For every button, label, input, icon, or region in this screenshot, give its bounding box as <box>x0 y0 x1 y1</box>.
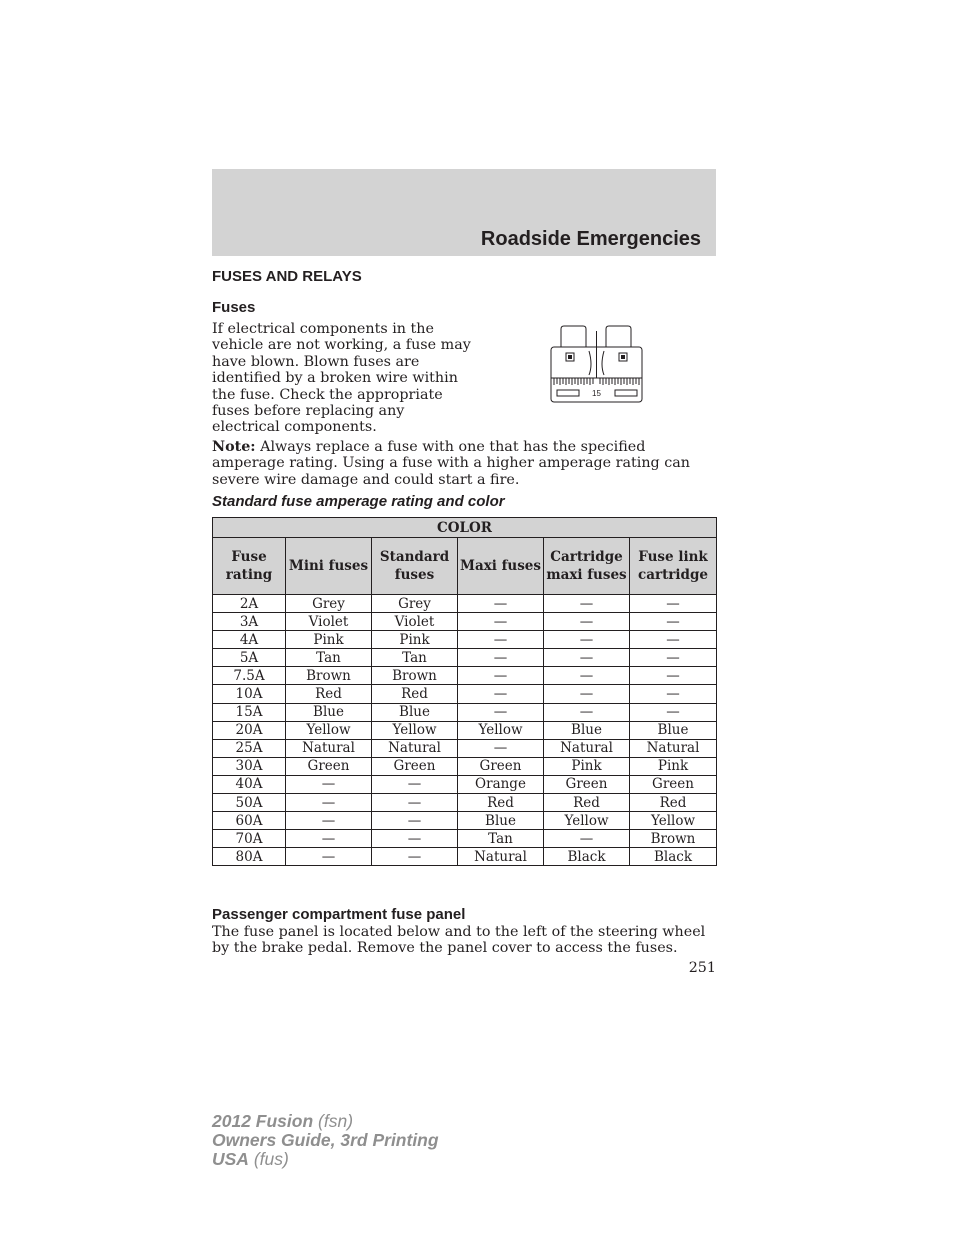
footer-region: USA <box>212 1149 249 1169</box>
table-cell: — <box>458 685 544 703</box>
chapter-title: Roadside Emergencies <box>480 228 701 250</box>
footer-region-line <box>212 1150 439 1169</box>
table-cell: — <box>286 848 372 866</box>
table-row <box>213 721 717 739</box>
table-cell: — <box>544 830 630 848</box>
table-cell: Grey <box>286 595 372 613</box>
column-header: Fuse rating <box>213 538 286 595</box>
table-cell: 4A <box>213 631 286 649</box>
footer-guide: Owners Guide, 3rd Printing <box>212 1130 439 1150</box>
table-cell: Green <box>630 775 717 793</box>
table-cell: Black <box>630 848 717 866</box>
table-cell: Red <box>630 794 717 812</box>
column-header: Cartridge maxi fuses <box>544 538 630 595</box>
table-cell: — <box>286 830 372 848</box>
footer-model: 2012 Fusion <box>212 1111 314 1131</box>
table-cell: Green <box>372 757 458 775</box>
section-title: FUSES AND RELAYS <box>212 268 362 285</box>
table-cell: — <box>372 812 458 830</box>
table-cell: Pink <box>630 757 717 775</box>
table-cell: Pink <box>286 631 372 649</box>
table-cell: Green <box>544 775 630 793</box>
table-cell: Blue <box>372 703 458 721</box>
fuse-color-table <box>212 517 717 866</box>
table-row <box>213 667 717 685</box>
table-cell: Red <box>544 794 630 812</box>
passenger-panel-text: The fuse panel is located below and to the left of the steering wheel by the brake pedal. Remove the panel cover to access the fuses. <box>212 924 706 957</box>
table-row <box>213 739 717 757</box>
table-cell: Blue <box>286 703 372 721</box>
table-row <box>213 775 717 793</box>
table-cell: 7.5A <box>213 667 286 685</box>
table-cell: 15A <box>213 703 286 721</box>
table-cell: Tan <box>286 649 372 667</box>
table-row <box>213 649 717 667</box>
table-row <box>213 595 717 613</box>
table-cell: — <box>630 667 717 685</box>
table-cell: Yellow <box>630 812 717 830</box>
table-cell: — <box>630 613 717 631</box>
table-cell: — <box>286 794 372 812</box>
table-cell: — <box>630 703 717 721</box>
passenger-panel-title: Passenger compartment fuse panel <box>212 906 466 923</box>
table-cell: Blue <box>458 812 544 830</box>
table-row <box>213 830 717 848</box>
footer <box>212 1112 439 1169</box>
table-row <box>213 794 717 812</box>
table-cell: — <box>544 631 630 649</box>
table-cell: 3A <box>213 613 286 631</box>
table-cell: Orange <box>458 775 544 793</box>
color-group-header: COLOR <box>213 518 717 538</box>
table-row <box>213 685 717 703</box>
footer-region-code: (fus) <box>248 1149 289 1169</box>
footer-model-code: (fsn) <box>313 1111 354 1131</box>
table-cell: Tan <box>458 830 544 848</box>
table-cell: Pink <box>372 631 458 649</box>
table-cell: Green <box>286 757 372 775</box>
table-cell: — <box>286 812 372 830</box>
table-cell: 5A <box>213 649 286 667</box>
table-cell: — <box>458 649 544 667</box>
table-row <box>213 631 717 649</box>
table-cell: 20A <box>213 721 286 739</box>
table-cell: Red <box>372 685 458 703</box>
table-cell: Tan <box>372 649 458 667</box>
table-caption: Standard fuse amperage rating and color <box>212 493 505 510</box>
fuse-figure-label: 15 <box>592 389 601 398</box>
footer-model-line <box>212 1112 439 1131</box>
table-cell: Brown <box>630 830 717 848</box>
table-cell: Pink <box>544 757 630 775</box>
table-cell: — <box>630 631 717 649</box>
fuse-illustration <box>549 325 645 405</box>
table-cell: 80A <box>213 848 286 866</box>
table-cell: Brown <box>286 667 372 685</box>
table-cell: 2A <box>213 595 286 613</box>
table-row <box>213 613 717 631</box>
table-cell: 30A <box>213 757 286 775</box>
note-paragraph <box>212 439 716 488</box>
table-cell: — <box>458 613 544 631</box>
table-cell: — <box>630 595 717 613</box>
table-cell: — <box>458 667 544 685</box>
intro-paragraph: If electrical components in the vehicle are not working, a fuse may have blown. Blown fuses are identified by a broken wire within the fuse. Check the appropriate fuses before replacing any electrical components. <box>212 321 471 436</box>
table-cell: Blue <box>544 721 630 739</box>
table-cell: Red <box>286 685 372 703</box>
fuses-subtitle: Fuses <box>212 299 256 316</box>
page-number: 251 <box>688 960 716 976</box>
table-cell: Yellow <box>544 812 630 830</box>
table-cell: 50A <box>213 794 286 812</box>
column-header: Standard fuses <box>372 538 458 595</box>
table-cell: Violet <box>372 613 458 631</box>
footer-guide-line <box>212 1131 439 1150</box>
table-cell: — <box>544 667 630 685</box>
table-cell: — <box>630 685 717 703</box>
header-bar <box>212 169 716 256</box>
table-cell: 40A <box>213 775 286 793</box>
table-cell: — <box>458 703 544 721</box>
table-cell: — <box>458 631 544 649</box>
table-cell: Yellow <box>286 721 372 739</box>
table-cell: 60A <box>213 812 286 830</box>
table-cell: — <box>630 649 717 667</box>
table-cell: — <box>544 595 630 613</box>
table-cell: — <box>372 830 458 848</box>
table-row <box>213 812 717 830</box>
table-cell: 70A <box>213 830 286 848</box>
table-cell: Blue <box>630 721 717 739</box>
column-header: Fuse link cartridge <box>630 538 717 595</box>
column-header: Mini fuses <box>286 538 372 595</box>
table-cell: Black <box>544 848 630 866</box>
table-cell: — <box>544 703 630 721</box>
table-cell: 10A <box>213 685 286 703</box>
table-cell: Red <box>458 794 544 812</box>
table-cell: — <box>544 613 630 631</box>
column-header: Maxi fuses <box>458 538 544 595</box>
table-cell: 25A <box>213 739 286 757</box>
table-row <box>213 703 717 721</box>
table-cell: — <box>544 649 630 667</box>
table-cell: Yellow <box>458 721 544 739</box>
table-cell: Natural <box>286 739 372 757</box>
table-cell: — <box>372 848 458 866</box>
note-label: Note: <box>212 439 256 455</box>
table-cell: — <box>544 685 630 703</box>
table-cell: — <box>286 775 372 793</box>
table-cell: Yellow <box>372 721 458 739</box>
table-cell: Natural <box>544 739 630 757</box>
table-cell: — <box>458 595 544 613</box>
table-cell: Natural <box>630 739 717 757</box>
table-cell: Violet <box>286 613 372 631</box>
table-cell: Brown <box>372 667 458 685</box>
table-cell: — <box>458 739 544 757</box>
table-row <box>213 757 717 775</box>
table-cell: Grey <box>372 595 458 613</box>
table-cell: Green <box>458 757 544 775</box>
table-cell: — <box>372 794 458 812</box>
table-cell: Natural <box>372 739 458 757</box>
table-row <box>213 848 717 866</box>
table-cell: — <box>372 775 458 793</box>
table-cell: Natural <box>458 848 544 866</box>
note-text: Always replace a fuse with one that has the specified amperage rating. Using a fuse with a higher amperage rating can severe wire damage and could start a fire. <box>212 439 690 488</box>
